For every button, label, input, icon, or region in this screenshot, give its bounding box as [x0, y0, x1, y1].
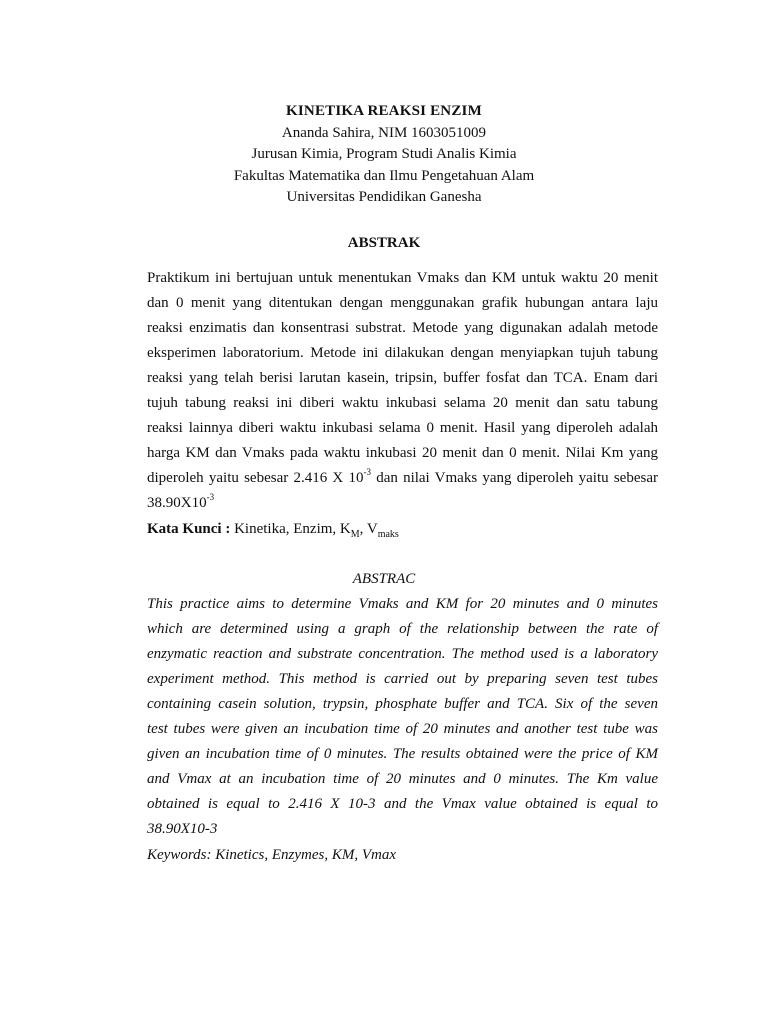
abstrak-line: Praktikum ini bertujuan untuk menentukan Vmaks dan KM untuk waktu 20 menit: [147, 270, 658, 286]
abstrac-line: given an incubation time of 0 minutes. The results obtained were the price of KM: [147, 746, 658, 762]
abstrak-heading: ABSTRAK: [347, 235, 421, 251]
paper-header: [0, 101, 768, 209]
vmaks-subscript: maks: [377, 529, 399, 540]
km-subscript: M: [350, 529, 360, 540]
abstrak-line: reaksi lainnya diberi waktu inkubasi selama 0 menit. Hasil yang diperoleh adalah: [147, 420, 658, 436]
abstrac-line: enzymatic reaction and substrate concentration. The method used is a laboratory: [147, 646, 658, 662]
kata-kunci-label: Kata Kunci :: [147, 521, 231, 537]
faculty-line: Fakultas Matematika dan Ilmu Pengetahuan Alam: [233, 167, 535, 184]
paper-title: KINETIKA REAKSI ENZIM: [286, 103, 482, 119]
abstrak-paragraph: [147, 266, 658, 516]
kata-kunci: [147, 521, 399, 538]
department-line: Jurusan Kimia, Program Studi Analis Kimia: [251, 146, 517, 162]
abstrac-paragraph: [147, 592, 658, 842]
abstrak-line: harga KM dan Vmaks pada waktu inkubasi 20 menit dan 0 menit. Nilai Km yang: [147, 445, 658, 461]
keywords: Keywords: Kinetics, Enzymes, KM, Vmax: [147, 847, 396, 863]
abstrak-line: eksperimen laboratorium. Metode ini dilakukan dengan menyiapkan tujuh tabung: [147, 345, 658, 361]
vmaks-intro-text: dan nilai Vmaks yang diperoleh yaitu sebesar: [370, 470, 658, 486]
abstrak-line: reaksi yang telah berisi larutan kasein, tripsin, buffer fosfat dan TCA. Enam dari: [147, 370, 658, 386]
abstrac-line: and Vmax at an incubation time of 20 minutes and 0 minutes. The Km value: [147, 771, 658, 787]
abstrak-line-vmaks: [147, 491, 658, 516]
vmaks-value-text: 38.90X10: [147, 495, 207, 511]
university-line: Universitas Pendidikan Ganesha: [286, 189, 482, 205]
abstrac-line: 38.90X10-3: [147, 821, 218, 837]
abstrac-line: experiment method. This method is carried out by preparing seven test tubes: [147, 671, 658, 687]
abstrac-heading: ABSTRAC: [352, 571, 416, 587]
km-value-text: diperoleh yaitu sebesar 2.416 X 10: [147, 470, 364, 486]
author-line: Ananda Sahira, NIM 1603051009: [281, 124, 487, 141]
abstrak-line: tujuh tabung reaksi ini diberi waktu inkubasi selama 20 menit dan satu tabung: [147, 395, 658, 411]
kata-kunci-separator: , V: [359, 521, 378, 537]
abstrac-line: which are determined using a graph of the relationship between the rate of: [147, 621, 658, 637]
abstrak-line-km: [147, 466, 658, 491]
km-exponent: -3: [363, 467, 371, 477]
abstrac-line: This practice aims to determine Vmaks and KM for 20 minutes and 0 minutes: [147, 596, 658, 612]
abstrac-line: containing casein solution, trypsin, phosphate buffer and TCA. Six of the seven: [147, 696, 658, 712]
kata-kunci-text: Kinetika, Enzim, K: [230, 521, 351, 537]
abstrak-line: reaksi enzimatis dan konsentrasi substrat. Metode yang digunakan adalah metode: [147, 320, 658, 336]
abstrac-line: obtained is equal to 2.416 X 10-3 and the Vmax value obtained is equal to: [147, 796, 658, 812]
vmaks-exponent: -3: [206, 492, 215, 502]
abstrac-line: test tubes were given an incubation time of 20 minutes and another test tube was: [147, 721, 658, 737]
abstrak-line: dan 0 menit yang ditentukan dengan menggunakan grafik hubungan antara laju: [147, 295, 658, 311]
